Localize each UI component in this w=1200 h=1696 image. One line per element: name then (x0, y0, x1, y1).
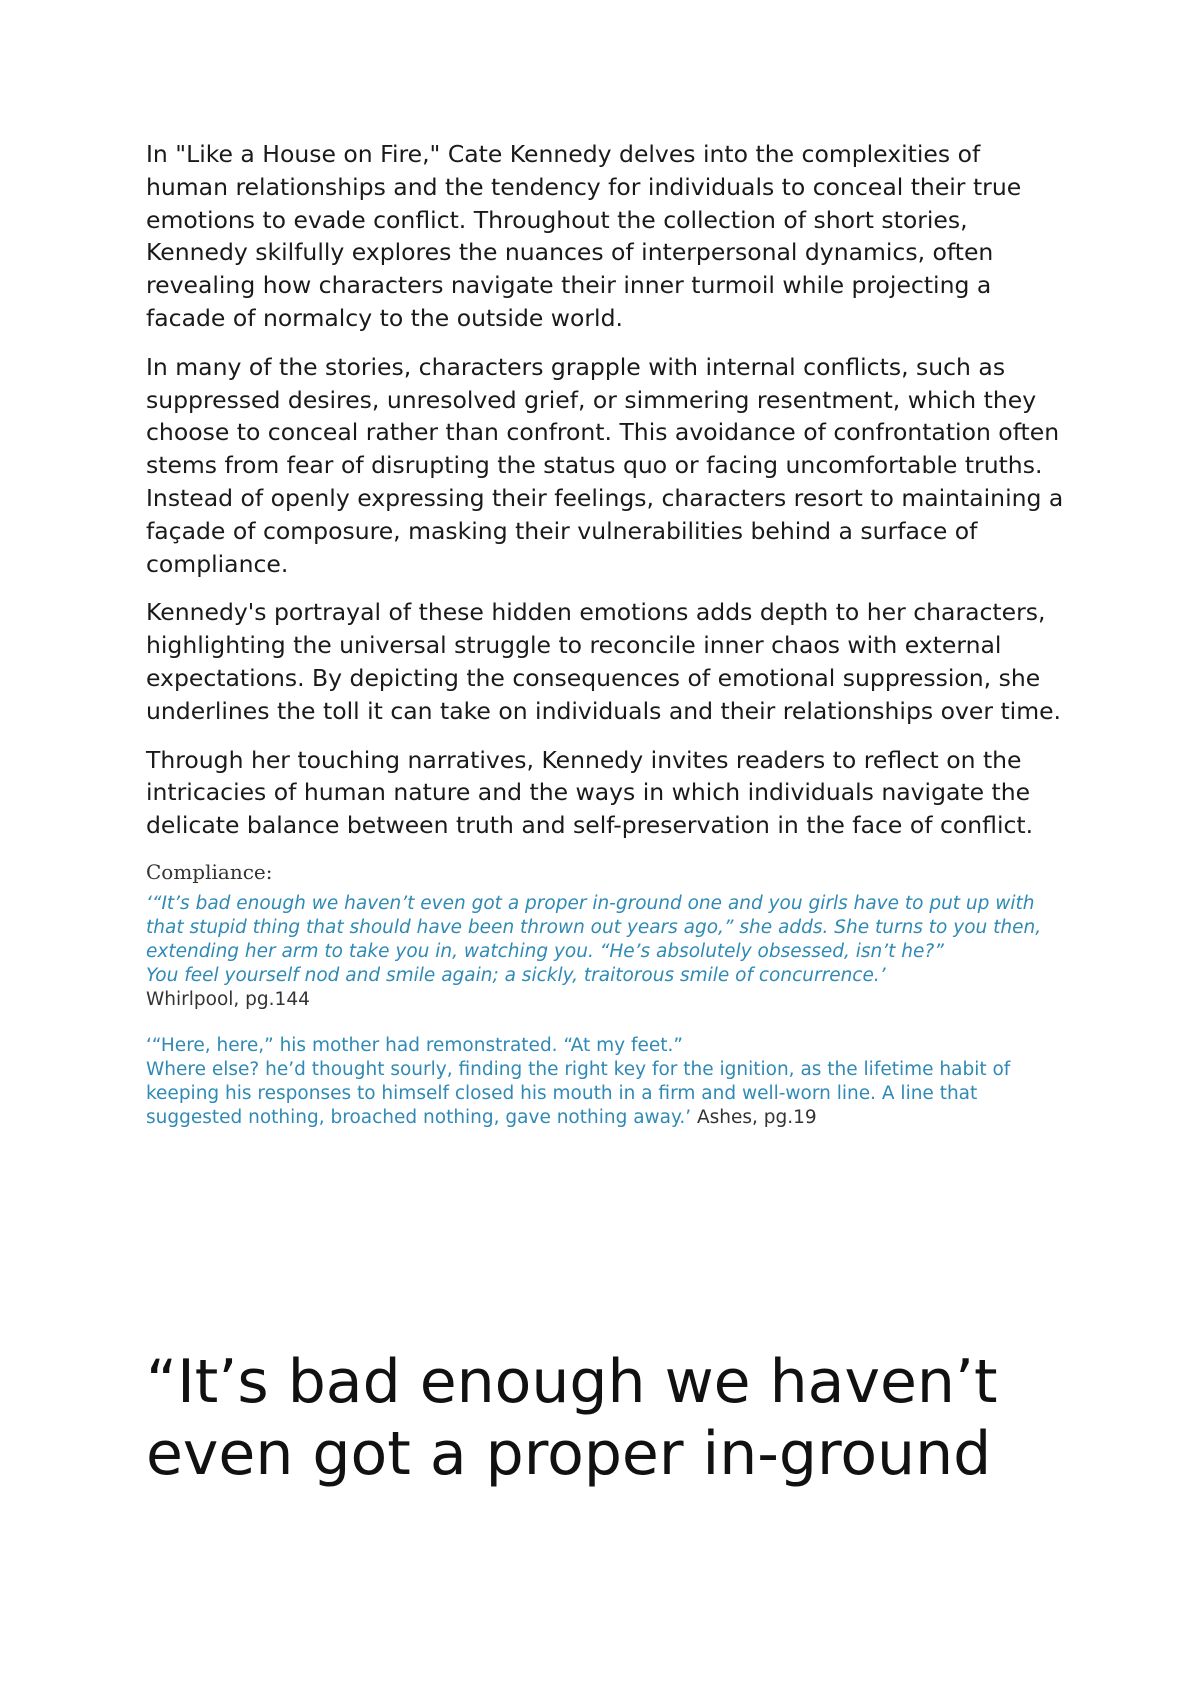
quote-ashes-line-2: Where else? he’d thought sourly, finding the right key for the ignition, as the lifetime habit of keeping his responses to himself closed his mouth in a firm and well-worn line. A line that suggested nothing, broached nothing, gave nothing away.’ (146, 1058, 1011, 1128)
document-body (146, 138, 1066, 1152)
quote-ashes (146, 1034, 1066, 1130)
quote-whirlpool-line-2: You feel yourself nod and smile again; a sickly, traitorous smile of concurrence.’ (146, 964, 886, 986)
paragraph-intro: In "Like a House on Fire," Cate Kennedy delves into the complexities of human relationships and the tendency for individuals to conceal their true emotions to evade conflict. Throughout the collection of short stories, Kennedy skilfully explores the nuances of interpersonal dynamics, often revealing how characters navigate their inner turmoil while projecting a facade of normalcy to the outside world. (146, 140, 1022, 332)
quote-whirlpool (146, 892, 1066, 1012)
section-heading-compliance: Compliance: (146, 859, 273, 884)
quote-whirlpool-line-1: ‘“It’s bad enough we haven’t even got a proper in-ground one and you girls have to put up with that stupid thing that should have been thrown out years ago,” she adds. She turns to you then, extending her arm to take you in, watching you. “He’s absolutely obsessed, isn’t he?” (146, 892, 1042, 962)
quote-ashes-line-1: ‘“Here, here,” his mother had remonstrated. “At my feet.” (146, 1034, 683, 1056)
paragraph-internal-conflicts: In many of the stories, characters grapple with internal conflicts, such as suppressed desires, unresolved grief, or simmering resentment, which they choose to conceal rather than confront. This avoidance of confrontation often stems from fear of disrupting the status quo or facing uncomfortable truths. Instead of openly expressing their feelings, characters resort to maintaining a façade of composure, masking their vulnerabilities behind a surface of compliance. (146, 352, 1064, 578)
quote-ashes-source: Ashes, pg.19 (691, 1106, 817, 1128)
large-quote-excerpt: “It’s bad enough we haven’t even got a proper in-ground (146, 1347, 998, 1489)
paragraph-hidden-emotions: Kennedy's portrayal of these hidden emotions adds depth to her characters, highlighting the universal struggle to reconcile inner chaos with external expectations. By depicting the consequences of emotional suppression, she underlines the toll it can take on individuals and their relationships over time. (146, 598, 1062, 725)
quote-whirlpool-source: Whirlpool, pg.144 (146, 988, 310, 1010)
paragraph-conclusion: Through her touching narratives, Kennedy invites readers to reflect on the intricacies of human nature and the ways in which individuals navigate the delicate balance between truth and self-preservation in the face of conflict. (146, 745, 1034, 840)
